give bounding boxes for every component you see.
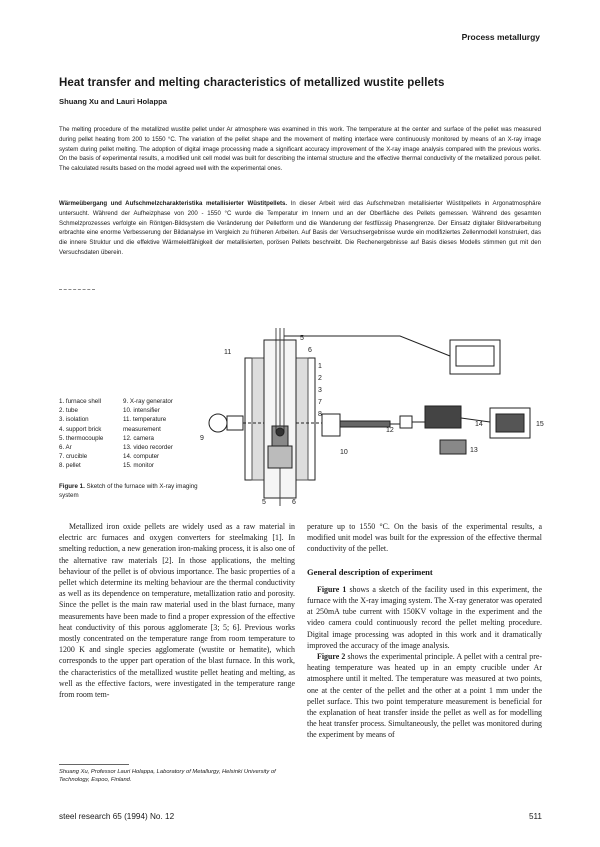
legend-item: 3. isolation bbox=[59, 416, 89, 424]
legend-item: 4. support brick bbox=[59, 425, 102, 433]
support-brick bbox=[268, 446, 292, 468]
body-paragraph bbox=[307, 651, 542, 741]
figure-label-15: 15 bbox=[536, 421, 544, 428]
legend-item: 5. thermocouple bbox=[59, 434, 104, 442]
legend-item: 9. X-ray generator bbox=[123, 398, 173, 405]
figure-label-14: 14 bbox=[475, 421, 483, 428]
abstract-english: The melting procedure of the metallized wustite pellet under Ar atmosphere was examined in this work. The temperature at the center and surface of the pellet was measured during pellet heating from 200 to 1550 °C. The variation of the pellet shape and the movement of melting interface were continuously monitored by means of an X-ray image system during pellet melting. The adoption of digital image processing made a significant accuracy improvement of the X-ray image analysis compared with the previous works. On the basis of experimental results, a modified unit cell model was built for describing the internal structure and the effective thermal conductivity of the metallized porous pellet. The calculated results based on the model agreed well with the experimental ones. bbox=[59, 126, 541, 173]
figure-label-10: 10 bbox=[340, 449, 348, 456]
legend-item: 12. camera bbox=[123, 434, 154, 442]
legend-item: 11. temperature bbox=[123, 416, 167, 424]
figure-label-5-bottom: 5 bbox=[262, 499, 266, 506]
legend-item: 6. Ar bbox=[59, 444, 72, 452]
figure-caption-label: Figure 1. bbox=[59, 483, 85, 490]
abstract-divider bbox=[59, 289, 95, 290]
temperature-measurement bbox=[284, 336, 500, 374]
furnace-sketch-figure bbox=[200, 328, 572, 506]
figure-legend bbox=[59, 397, 219, 471]
figure-label-1: 1 bbox=[318, 363, 322, 370]
legend-item: 7. crucible bbox=[59, 453, 88, 461]
body-column-right bbox=[307, 521, 542, 741]
legend-item: 13. video recorder bbox=[123, 444, 173, 452]
body-paragraph: Metallized iron oxide pellets are widely used as a raw material in electric arc furnaces and oxygen converters for steelmaking [1]. In smelting reduction, a new generation iron-making process, it is also one of the alternative raw materials [2]. In those applications, the melting behaviour of the pellet is of obvious importance. The basic properties of a pellet which determine its melting behaviour are the thermal conductivity as well as its dependence on temperature, metallization ratio and porosity. Since the pellet is the main raw material used in the blast furnace, many measurements have been made to find a proper expression of the effective heat conductivity of this porous agglomerate [3; 5; 6]. Previous works mostly concentrated on the temperature range from room temperature to 1200 K and single species agglomerate (wustite or hematite), which corresponds to the upper part operation of the blast furnace. In this work, the characteristics of the metallized wustite pellet heating and melting, as well as the effective factors, were investigated in the temperature range from room tem- bbox=[59, 522, 295, 700]
legend-item: 1. furnace shell bbox=[59, 398, 101, 405]
pellet bbox=[276, 428, 284, 436]
body-paragraph: perature up to 1550 °C. On the basis of the experimental results, a modified unit model was built for the expression of the effective thermal conductivity of the pellet. bbox=[307, 522, 542, 554]
body-text: shows a sketch of the facility used in this experiment, the furnace with the X-ray imaging system. The X-ray generator was operated at 250mA tube current with 150KV voltage in the experiment and the video camera could continuously record the pellet melting procedure. Digital image processing was adopted in this work and it dramatically improved the accuracy of the image analysis. bbox=[307, 584, 542, 650]
journal-footer: steel research 65 (1994) No. 12 bbox=[59, 812, 175, 821]
figure-label-5: 5 bbox=[300, 335, 304, 342]
paper-title: Heat transfer and melting characteristics of metallized wustite pellets bbox=[59, 77, 445, 89]
paper-authors: Shuang Xu and Lauri Holappa bbox=[59, 97, 168, 106]
figure-label-6: 6 bbox=[308, 347, 312, 354]
abstract-german-body: In dieser Arbeit wird das Aufschmelzen metallisierter Wüstitpellets in Argonatmosphäre untersucht. Während der Aufheizphase von 200 - 1550 °C wurde die Temperatur im Innern und an der Oberfläche des Pellets gemessen. Während des gesamten Schmelzprozesses verfolgte ein Röntgen-Bildsystem die Veränderung der Pelletform und die Wanderung der festflüssig Phasengrenze. Der Einsatz digitaler Bildverarbeitung erbrachte eine enorme Verbesserung der Bildanalyse im Vergleich zu früheren Arbeiten. Auf Basis der Versuchsergebnisse wurde ein modifiziertes Zellenmodell konstruiert, das die innere Struktur und die effektive Wärmeleitfähigkeit der metallisierten, porösen Pellets beschreibt. Die Rechenergebnisse auf Basis dieses Modells stimmen gut mit den Versuchsdaten überein. bbox=[59, 200, 541, 256]
figure-label-9: 9 bbox=[200, 435, 204, 442]
legend-item: 15. monitor bbox=[123, 462, 154, 470]
figure-label-2: 2 bbox=[318, 375, 322, 382]
legend-item: 10. intensifier bbox=[123, 407, 160, 415]
footnote-divider bbox=[59, 764, 129, 765]
figure-label-8: 8 bbox=[318, 411, 322, 418]
figure-label-12: 12 bbox=[386, 427, 394, 434]
intensifier-camera bbox=[296, 414, 390, 436]
figure-label-11: 11 bbox=[224, 349, 232, 356]
figure-reference: Figure 1 bbox=[317, 584, 347, 594]
figure-label-7: 7 bbox=[318, 399, 322, 406]
section-heading: General description of experiment bbox=[307, 566, 433, 577]
figure-label-3: 3 bbox=[318, 387, 322, 394]
figure-caption bbox=[59, 482, 209, 500]
abstract-german-title: Wärmeübergang und Aufschmelzcharakteristika metallisierter Wüstitpellets. bbox=[59, 200, 288, 207]
section-label: Process metallurgy bbox=[461, 32, 540, 42]
figure-label-6-bottom: 6 bbox=[292, 499, 296, 506]
furnace-shell bbox=[245, 328, 315, 506]
body-text: shows the experimental principle. A pellet with a central pre-heating temperature was heated up in an empty crucible under Ar atmosphere until it melted. The temperature was measured at two points, one at the center of the pellet and the other at a point 1 mm under the pellet surface. This two point temperature measurement is beneficial for the explanation of heat transfer inside the pellet as well as for modelling the heat transfer process. Simultaneously, the pellet was monitored during the experiment by means of bbox=[307, 652, 542, 740]
body-paragraph bbox=[307, 584, 542, 651]
author-footnote: Shuang Xu, Professor Lauri Holappa, Laboratory of Metallurgy, Helsinki University of Technology, Espoo, Finland. bbox=[59, 769, 276, 783]
body-column-left bbox=[59, 521, 295, 700]
computer-and-monitor bbox=[390, 406, 530, 454]
page-number: 511 bbox=[528, 812, 542, 821]
abstract-german bbox=[59, 199, 541, 258]
legend-item: 8. pellet bbox=[59, 462, 81, 470]
figure-caption-text: Sketch of the furnace with X-ray imaging system bbox=[59, 483, 198, 499]
legend-item: 2. tube bbox=[59, 407, 78, 415]
figure-reference: Figure 2 bbox=[317, 652, 346, 662]
figure-label-13: 13 bbox=[470, 447, 478, 454]
legend-item: 14. computer bbox=[123, 453, 160, 461]
legend-item: measurement bbox=[123, 425, 161, 433]
video-recorder bbox=[440, 440, 466, 454]
